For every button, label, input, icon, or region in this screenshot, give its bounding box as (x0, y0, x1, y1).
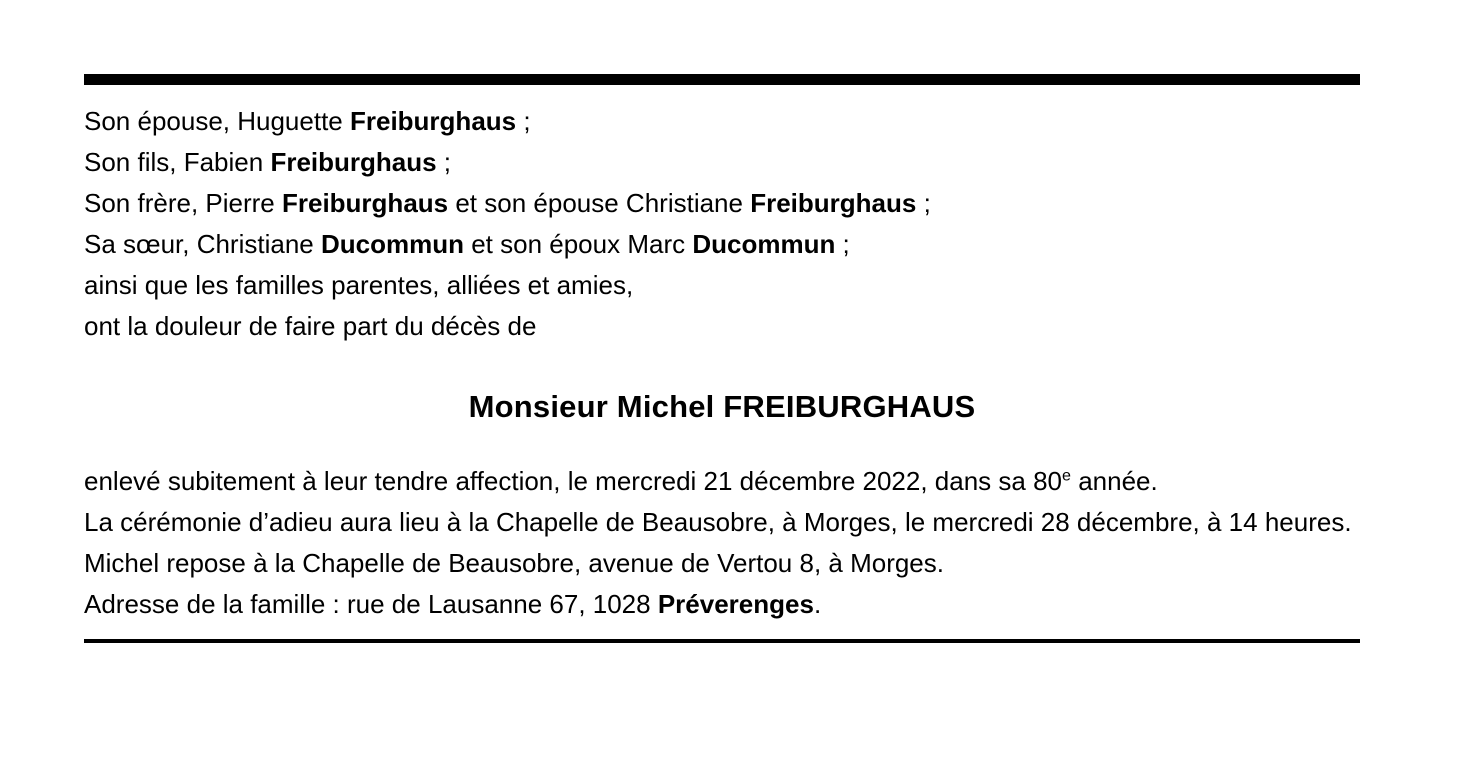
family-line (84, 224, 1360, 265)
family-line-suffix: ; (516, 106, 531, 136)
death-text-after-ordinal: année. (1070, 466, 1158, 496)
family-line-suffix: ; (436, 147, 452, 177)
ordinal-suffix: e (1062, 466, 1071, 485)
family-line-surname: Freiburghaus (270, 147, 437, 177)
address-locality: Préverenges (657, 589, 814, 619)
family-line (84, 142, 1360, 183)
family-line-suffix: ; (835, 229, 850, 259)
family-line-prefix: Son frère, Pierre (84, 188, 282, 218)
family-line-prefix: Son fils, Fabien (84, 147, 271, 177)
bottom-rule (84, 639, 1360, 643)
family-line-surname-2: Ducommun (692, 229, 836, 259)
family-line (84, 101, 1360, 142)
family-line-surname: Ducommun (320, 229, 464, 259)
family-line (84, 265, 1360, 306)
deceased-name: Monsieur Michel FREIBURGHAUS (468, 389, 976, 424)
family-line-prefix: Sa sœur, Christiane (84, 229, 321, 259)
death-text-before-ordinal: enlevé subitement à leur tendre affection, le mercredi 21 décembre 2022, dans sa 80 (84, 466, 1063, 496)
repose-paragraph: Michel repose à la Chapelle de Beausobre, avenue de Vertou 8, à Morges. (84, 548, 944, 578)
top-rule (84, 74, 1360, 85)
family-line-surname: Freiburghaus (281, 188, 449, 218)
family-line-mid: et son époux Marc (463, 229, 693, 259)
family-line-surname: Freiburghaus (349, 106, 517, 136)
death-circumstances-paragraph (84, 461, 1360, 502)
family-line-prefix: ont la douleur de faire part du décès de (84, 311, 537, 341)
address-prefix: Adresse de la famille : rue de Lausanne 67, 1028 (84, 589, 658, 619)
family-line (84, 183, 1360, 224)
ceremony-paragraph: La cérémonie d’adieu aura lieu à la Chapelle de Beausobre, à Morges, le mercredi 28 décembre, à 14 heures. (84, 507, 1352, 537)
family-line-surname-2: Freiburghaus (750, 188, 917, 218)
death-notice (84, 74, 1360, 643)
family-address-paragraph (84, 584, 1360, 625)
family-line-suffix: ; (916, 188, 931, 218)
family-line-prefix: ainsi que les familles parentes, alliées et amies, (84, 270, 634, 300)
family-line (84, 306, 1360, 347)
family-line-mid: et son épouse Christiane (448, 188, 751, 218)
family-line-prefix: Son épouse, Huguette (84, 106, 350, 136)
family-list (84, 101, 1360, 347)
address-suffix: . (813, 589, 822, 619)
